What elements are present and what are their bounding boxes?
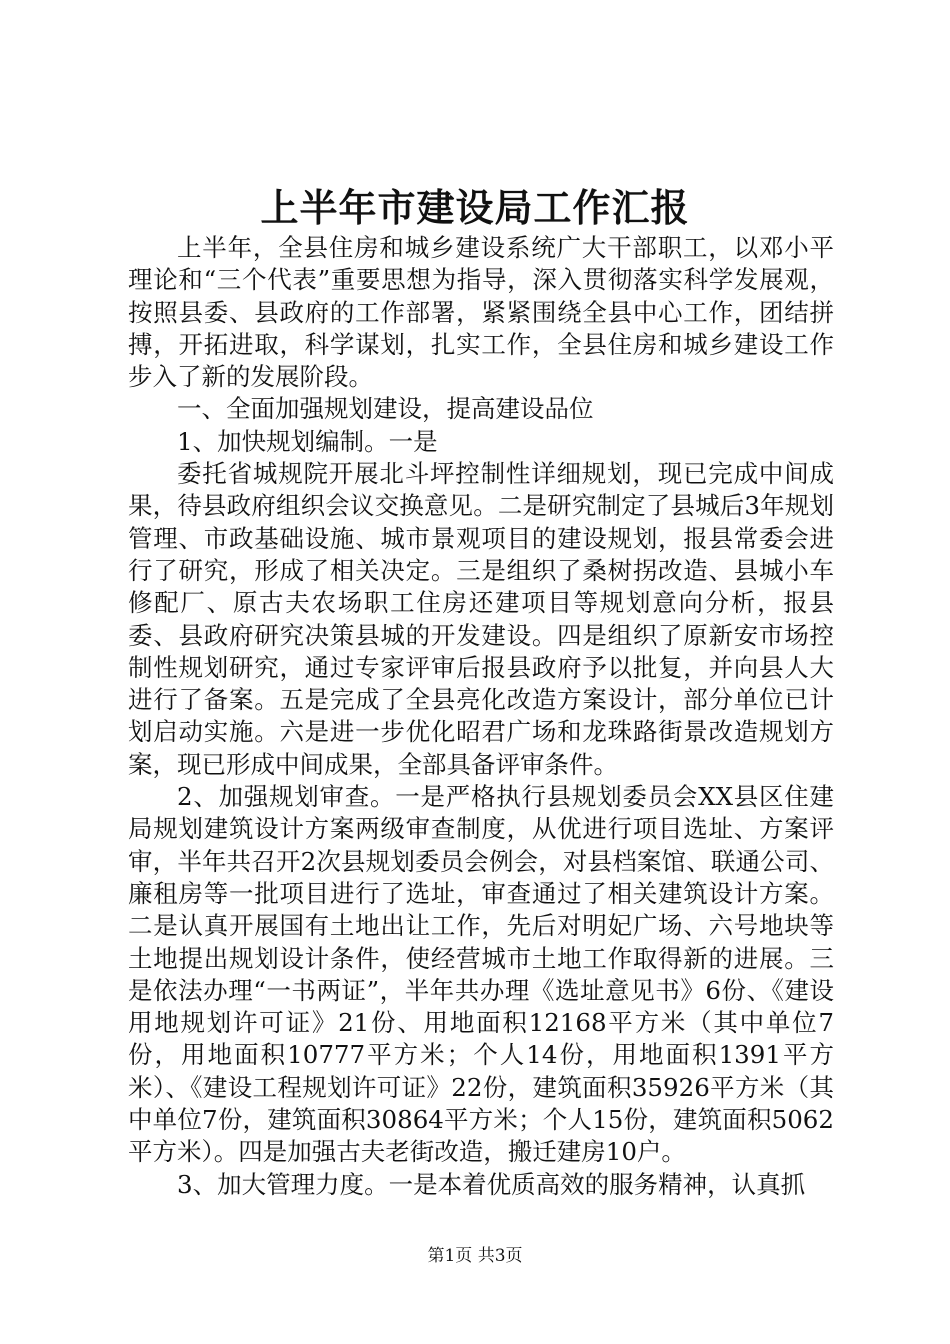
paragraph-planning: 委托省城规院开展北斗坪控制性详细规划，现已完成中间成果，待县政府组织会议交换意见。二是研究制定了县城后3年规划管理、市政基础设施、城市景观项目的建设规划，报县常委会进行了研究，形成了相关决定。三是组织了桑树拐改造、县城小车修配厂、原古夫农场职工住房还建项目等规划意向分析，报县委、县政府研究决策县城的开发建设。四是组织了原新安市场控制性规划研究，通过专家评审后报县政府予以批复，并向县人大进行了备案。五是完成了全县亮化改造方案设计，部分单位已计划启动实施。六是进一步优化昭君广场和龙珠路街景改造规划方案，现已形成中间成果，全部具备评审条件。 xyxy=(128,459,834,779)
paragraph-management: 3、加大管理力度。一是本着优质高效的服务精神，认真抓 xyxy=(177,1169,806,1199)
document-body xyxy=(128,232,834,1201)
paragraph-review: 2、加强规划审查。一是严格执行县规划委员会XX县区住建局规划建筑设计方案两级审查制度，从优进行项目选址、方案评审，半年共召开2次县规划委员会例会，对县档案馆、联通公司、廉租房等一批项目进行了选址，审查通过了相关建筑设计方案。二是认真开展国有土地出让工作，先后对明妃广场、六号地块等土地提出规划设计条件，使经营城市土地工作取得新的进展。三是依法办理“一书两证”，半年共办理《选址意见书》6份、《建设用地规划许可证》21份、用地面积12168平方米（其中单位7份，用地面积10777平方米；个人14份，用地面积1391平方米）、《建设工程规划许可证》22份，建筑面积35926平方米（其中单位7份，建筑面积30864平方米；个人15份，建筑面积5062平方米）。四是加强古夫老街改造，搬迁建房10户。 xyxy=(128,782,834,1167)
subsection-heading-1: 1、加快规划编制。一是 xyxy=(177,426,438,456)
page-number: 第1页 共3页 xyxy=(427,1246,523,1266)
paragraph-intro: 上半年，全县住房和城乡建设系统广大干部职工，以邓小平理论和“三个代表”重要思想为指导，深入贯彻落实科学发展观，按照县委、县政府的工作部署，紧紧围绕全县中心工作，团结拼搏，开拓进取，科学谋划，扎实工作，全县住房和城乡建设工作步入了新的发展阶段。 xyxy=(128,233,834,392)
section-heading-1: 一、全面加强规划建设，提高建设品位 xyxy=(177,394,594,424)
document-title: 上半年市建设局工作汇报 xyxy=(260,185,690,230)
